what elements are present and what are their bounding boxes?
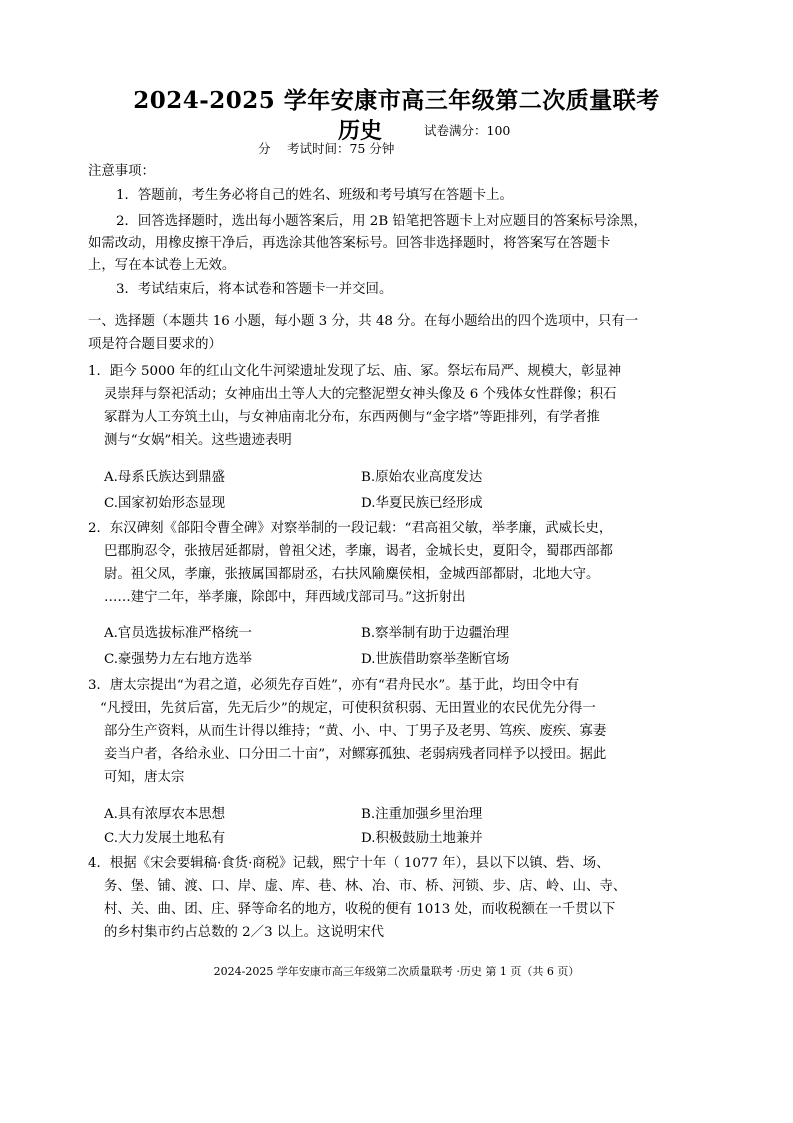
q2-option-d[interactable]: D.世族借助察举垄断官场 xyxy=(361,652,510,667)
q3-option-b[interactable]: B.注重加强乡里治理 xyxy=(361,807,483,822)
q1-option-b[interactable]: B.原始农业高度发达 xyxy=(361,470,483,485)
q3-line-1: 3．唐太宗提出“为君之道，必须先存百姓”，亦有“君舟民水”。基于此，均田令中有 xyxy=(88,678,580,693)
note-1: 1．答题前，考生务必将自己的姓名、班级和考号填写在答题卡上。 xyxy=(116,188,513,203)
q2-option-c[interactable]: C.豪强势力左右地方选举 xyxy=(104,652,252,667)
note-2-line-2: 如需改动，用橡皮擦干净后，再选涂其他答案标号。回答非选择题时，将答案写在答题卡 xyxy=(88,236,611,251)
q1-line-4: 测与“女娲”相关。这些遗迹表明 xyxy=(104,433,292,448)
page-footer: 2024-2025 学年安康市高三年级第二次质量联考 ·历史 第 1 页（共 6 页） xyxy=(213,965,580,978)
exam-title: 2024-2025 学年安康市高三年级第二次质量联考 xyxy=(133,87,660,114)
note-2-line-1: 2．回答选择题时，选出每小题答案后，用 2B 铅笔把答题卡上对应题目的答案标号涂黑， xyxy=(116,214,647,229)
q3-line-3: 部分生产资料，从而生计得以维持；“黄、小、中、丁男子及老男、笃疾、废疾、寡妻 xyxy=(104,724,607,739)
full-score-text: 试卷满分：100 xyxy=(424,123,511,138)
section-1-line-1: 一、选择题（本题共 16 小题，每小题 3 分，共 48 分。在每小题给出的四个选项中，只有一 xyxy=(88,314,639,329)
exam-time-text: 分 考试时间：75 分钟 xyxy=(258,141,395,156)
q4-line-4: 的乡村集市约占总数的 2／3 以上。这说明宋代 xyxy=(104,925,384,940)
subject-title: 历史 xyxy=(338,118,383,144)
q3-line-5: 可知，唐太宗 xyxy=(104,770,185,785)
q1-option-d[interactable]: D.华夏民族已经形成 xyxy=(361,496,483,511)
q2-line-1: 2．东汉碑刻《郃阳令曹全碑》对察举制的一段记载：“君高祖父敏，举孝廉，武威长史， xyxy=(88,521,613,536)
q1-option-a[interactable]: A.母系氏族达到鼎盛 xyxy=(104,470,226,485)
q2-line-3: 尉。祖父凤，孝廉，张掖属国都尉丞，右扶风隃麋侯相，金城西部都尉，北地大守。 xyxy=(104,567,600,582)
q3-option-c[interactable]: C.大力发展土地私有 xyxy=(104,831,226,846)
note-2-line-3: 上，写在本试卷上无效。 xyxy=(88,258,236,273)
q3-line-4: 妾当户者，各给永业、口分田二十亩”，对鳏寡孤独、老弱病残者同样予以授田。据此 xyxy=(104,747,607,762)
section-1-line-2: 项是符合题目要求的） xyxy=(88,337,222,352)
notes-heading: 注意事项： xyxy=(88,164,155,179)
q4-line-3: 村、关、曲、团、庄、驿等命名的地方，收税的便有 1013 处，而收税额在一千贯以下 xyxy=(104,902,616,917)
q2-option-a[interactable]: A.官员选拔标准严格统一 xyxy=(104,626,252,641)
q1-line-1: 1．距今 5000 年的红山文化牛河梁遗址发现了坛、庙、冢。祭坛布局严、规模大，彰显神 xyxy=(88,364,622,379)
q2-option-b[interactable]: B.察举制有助于边疆治理 xyxy=(361,626,510,641)
q2-line-2: 巴郡朐忍令，张掖居延都尉，曾祖父述，孝廉，谒者，金城长史，夏阳令，蜀郡西部都 xyxy=(104,544,613,559)
q4-line-1: 4．根据《宋会要辑稿·食货·商税》记载，熙宁十年（ 1077 年），县以下以镇、砦、场、 xyxy=(88,856,610,871)
q3-option-d[interactable]: D.积极鼓励土地兼并 xyxy=(361,831,483,846)
q2-line-4: ……建宁二年，举孝廉，除郎中，拜西域戊部司马。”这折射出 xyxy=(104,590,466,605)
q3-line-2: “凡授田，先贫后富，先无后少”的规定，可使积贫积弱、无田置业的农民优先分得一 xyxy=(100,701,596,716)
q4-line-2: 务、堡、铺、渡、口、岸、虚、库、巷、林、冶、市、桥、河锁、步、店、岭、山、寺、 xyxy=(104,879,627,894)
q1-line-3: 冢群为人工夯筑土山，与女神庙南北分布，东西两侧与“金字塔”等距排列，有学者推 xyxy=(104,410,600,425)
q3-option-a[interactable]: A.具有浓厚农本思想 xyxy=(104,807,226,822)
q1-option-c[interactable]: C.国家初始形态显现 xyxy=(104,496,226,511)
q1-line-2: 灵崇拜与祭祀活动；女神庙出土等人大的完整泥塑女神头像及 6 个残体女性群像；积石 xyxy=(104,387,617,402)
note-3: 3．考试结束后，将本试卷和答题卡一并交回。 xyxy=(116,282,393,297)
